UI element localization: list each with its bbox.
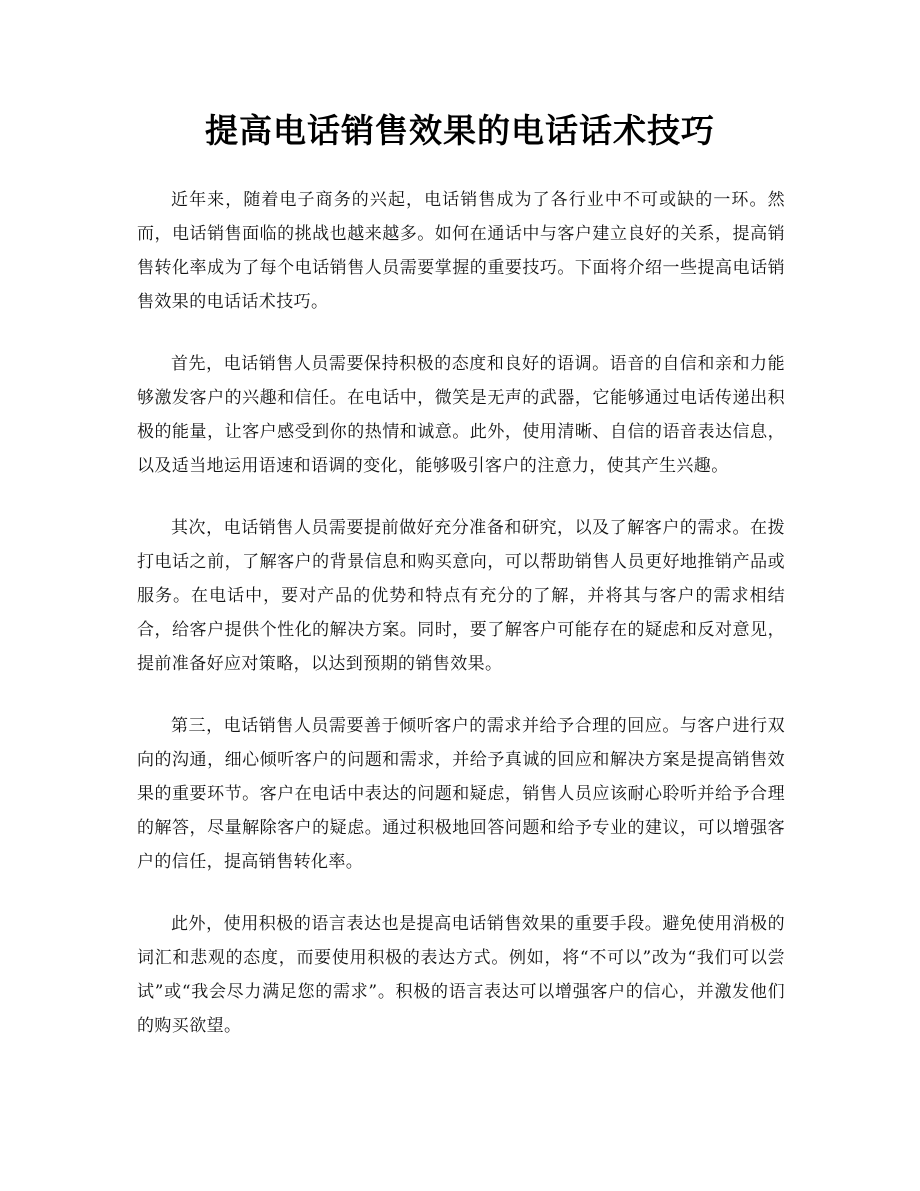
document-title: 提高电话销售效果的电话话术技巧 [205, 111, 715, 150]
paragraph-fourth-tip: 此外，使用积极的语言表达也是提高电话销售效果的重要手段。避免使用消极的词汇和悲观的态度，而要使用积极的表达方式。例如，将“不可以”改为“我们可以尝试”或“我会尽力满足您的需求”。积极的语言表达可以增强客户的信心，并激发他们的购买欲望。 [137, 914, 785, 1036]
paragraph-third-tip: 第三，电话销售人员需要善于倾听客户的需求并给予合理的回应。与客户进行双向的沟通，细心倾听客户的问题和需求，并给予真诚的回应和解决方案是提高销售效果的重要环节。客户在电话中表达的问题和疑虑，销售人员应该耐心聆听并给予合理的解答，尽量解除客户的疑虑。通过积极地回答问题和给予专业的建议，可以增强客户的信任，提高销售转化率。 [137, 716, 785, 872]
paragraph-intro: 近年来，随着电子商务的兴起，电话销售成为了各行业中不可或缺的一环。然而，电话销售面临的挑战也越来越多。如何在通话中与客户建立良好的关系，提高销售转化率成为了每个电话销售人员需要掌握的重要技巧。下面将介绍一些提高电话销售效果的电话话术技巧。 [137, 190, 785, 312]
paragraph-first-tip: 首先，电话销售人员需要保持积极的态度和良好的语调。语音的自信和亲和力能够激发客户的兴趣和信任。在电话中，微笑是无声的武器，它能够通过电话传递出积极的能量，让客户感受到你的热情和诚意。此外，使用清晰、自信的语音表达信息，以及适当地运用语速和语调的变化，能够吸引客户的注意力，使其产生兴趣。 [137, 354, 785, 476]
paragraph-second-tip: 其次，电话销售人员需要提前做好充分准备和研究，以及了解客户的需求。在拨打电话之前，了解客户的背景信息和购买意向，可以帮助销售人员更好地推销产品或服务。在电话中，要对产品的优势和特点有充分的了解，并将其与客户的需求相结合，给客户提供个性化的解决方案。同时，要了解客户可能存在的疑虑和反对意见，提前准备好应对策略，以达到预期的销售效果。 [137, 518, 785, 674]
document-body [137, 183, 785, 1071]
